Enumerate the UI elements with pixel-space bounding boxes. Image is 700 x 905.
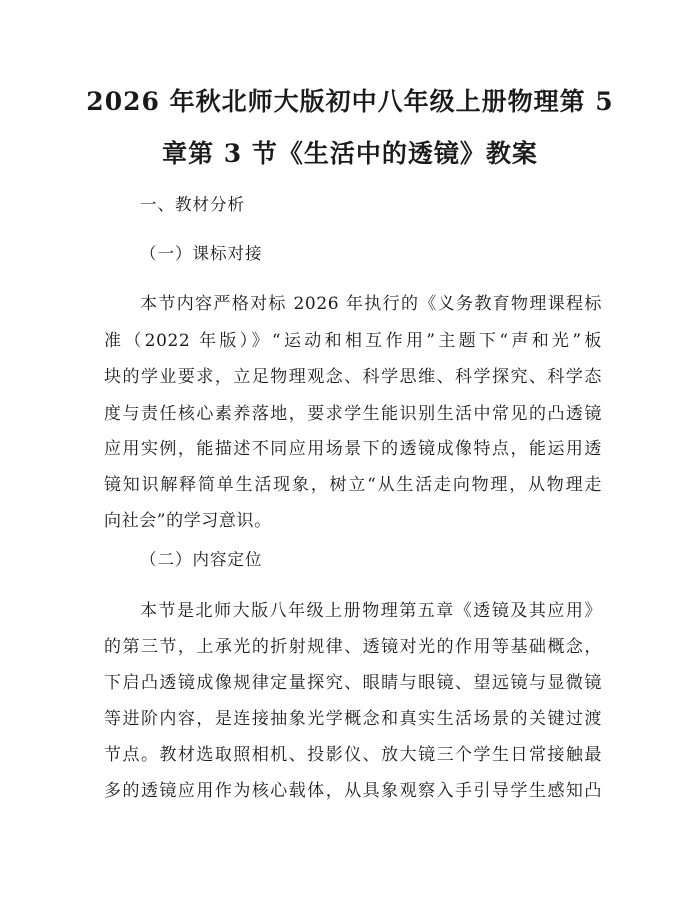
paragraph-curriculum-line-2: 准（2022 年版）》“运动和相互作用”主题下“声和光”板 [104,331,602,351]
section-heading-textbook-analysis: 一、教材分析 [140,195,245,214]
subsection-heading-curriculum: （一）课标对接 [140,244,263,263]
paragraph-curriculum-line-3: 块的学业要求，立足物理观念、科学思维、科学探究、科学态 [104,367,602,387]
paragraph-positioning-line-5: 节点。教材选取照相机、投影仪、放大镜三个学生日常接触最 [104,745,602,765]
paragraph-positioning-line-4: 等进阶内容，是连接抽象光学概念和真实生活场景的关键过渡 [104,709,602,729]
paragraph-curriculum-line-6: 镜知识解释简单生活现象，树立“从生活走向物理，从物理走 [104,475,602,495]
paragraph-positioning-line-3: 下启凸透镜成像规律定量探究、眼睛与眼镜、望远镜与显微镜 [104,673,602,693]
document-title-line-1: 2026 年秋北师大版初中八年级上册物理第 5 [86,87,614,116]
paragraph-positioning-line-2: 的第三节，上承光的折射规律、透镜对光的作用等基础概念， [104,637,602,657]
paragraph-curriculum-line-7: 向社会”的学习意识。 [104,511,272,531]
paragraph-curriculum-line-1: 本节内容严格对标 2026 年执行的《义务教育物理课程标 [140,294,602,314]
paragraph-curriculum-line-4: 度与责任核心素养落地，要求学生能识别生活中常见的凸透镜 [104,404,602,424]
paragraph-curriculum-line-5: 应用实例，能描述不同应用场景下的透镜成像特点，能运用透 [104,439,602,459]
paragraph-positioning-line-1: 本节是北师大版八年级上册物理第五章《透镜及其应用》 [140,601,602,621]
paragraph-positioning-line-6: 多的透镜应用作为核心载体，从具象观察入手引导学生感知凸 [104,781,602,801]
document-title-line-2: 章第 3 节《生活中的透镜》教案 [162,139,538,168]
subsection-heading-content-positioning: （二）内容定位 [140,550,263,569]
